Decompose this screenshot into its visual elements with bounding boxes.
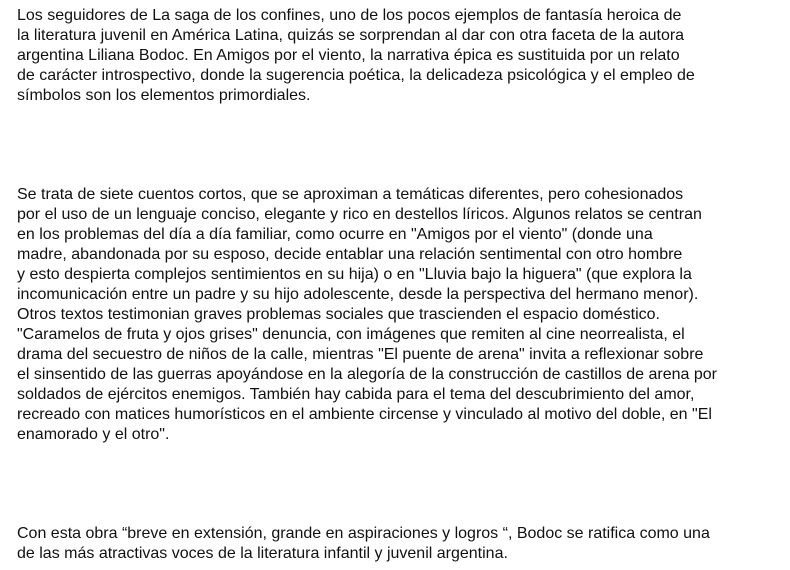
- text-line: el sinsentido de las guerras apoyándose en la alegoría de la construcción de castillos de arena por: [17, 366, 717, 383]
- text-line: símbolos son los elementos primordiales.: [17, 87, 311, 104]
- text-line: la literatura juvenil en América Latina, quizás se sorprendan al dar con otra faceta de la autora: [17, 27, 685, 44]
- text-line: Otros textos testimonian graves problemas sociales que trascienden el espacio doméstico.: [17, 306, 660, 323]
- text-line: por el uso de un lenguaje conciso, elegante y rico en destellos líricos. Algunos relatos se centran: [17, 206, 702, 223]
- text-line: "Caramelos de fruta y ojos grises" denuncia, con imágenes que remiten al cine neorrealista, el: [17, 326, 685, 343]
- text-line: en los problemas del día a día familiar, como ocurre en "Amigos por el viento" (donde una: [17, 226, 653, 243]
- text-line: soldados de ejércitos enemigos. También hay cabida para el tema del descubrimiento del amor,: [17, 386, 695, 403]
- text-line: incomunicación entre un padre y su hijo adolescente, desde la perspectiva del hermano menor).: [17, 286, 699, 303]
- text-line: recreado con matices humorísticos en el ambiente circense y vinculado al motivo del doble, en "El: [17, 406, 712, 423]
- text-line: Los seguidores de La saga de los confines, uno de los pocos ejemplos de fantasía heroica de: [17, 7, 682, 24]
- text-line: Se trata de siete cuentos cortos, que se aproximan a temáticas diferentes, pero cohesionados: [17, 186, 684, 203]
- text-line: madre, abandonada por su esposo, decide entablar una relación sentimental con otro hombre: [17, 246, 683, 263]
- text-line: de carácter introspectivo, donde la sugerencia poética, la delicadeza psicológica y el empleo de: [17, 67, 695, 84]
- text-line: enamorado y el otro".: [17, 426, 170, 443]
- text-line: drama del secuestro de niños de la calle, mientras "El puente de arena" invita a reflexionar sobre: [17, 346, 704, 363]
- text-line: argentina Liliana Bodoc. En Amigos por el viento, la narrativa épica es sustituida por un relato: [17, 47, 680, 64]
- text-line: y esto despierta complejos sentimientos en su hija) o en "Lluvia bajo la higuera" (que explora la: [17, 266, 692, 283]
- text-line: de las más atractivas voces de la literatura infantil y juvenil argentina.: [17, 545, 508, 562]
- text-line: Con esta obra “breve en extensión, grande en aspiraciones y logros “, Bodoc se ratifica como una: [17, 525, 710, 542]
